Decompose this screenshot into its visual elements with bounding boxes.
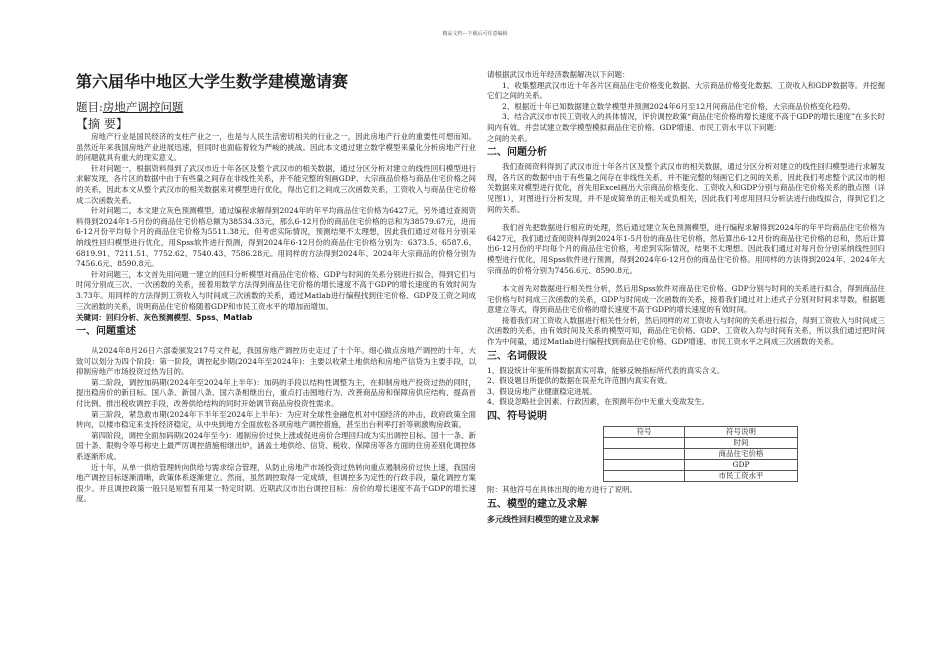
section-5-heading: 五、模型的建立及求解 xyxy=(487,498,587,510)
section-5-subheading: 多元线性回归模型的建立及求解 xyxy=(487,514,599,524)
table-row xyxy=(604,438,798,449)
question-item: 2、根据近十年已知数据建立数学模型并预测2024年6月至12月间商品住宅价格，大宗商品价格变化趋势。 xyxy=(502,101,856,111)
assumption-item: 3、假设房地产业健康稳定进展。 xyxy=(487,386,597,396)
table-row xyxy=(604,460,798,471)
section-2-paragraph: 接着我们对工资收入数据进行相关性分析，然后同样的对工资收入与时间的关系进行拟合，得到工资收入与时间成三次函数的关系，由有效时间及关系的模型可知，商品住宅价格、GDP、工资收入均与时间有关系，所以我们通过把时间作为中间量，通过Matlab进行编程找到商品住宅价格、GDP增速、市民工资水平之间成三次函数的关系。 xyxy=(487,315,885,347)
section-2-paragraph: 我们首先把数据进行相应的处理，然后通过建立灰色预测模型，进行编程求解得到2024年的年平均商品住宅价格为6427元，我们通过查阅资料得到2024年1-5月份的商品住宅价格，然后算出6-12月份的商品住宅价格的总和，然后计算出6-12月份的平均每个月的商品住宅价格，考虑到实际情况，结果不太理想。因此我们通过对每月份分别采纳线性回归模型进行优化，用Spss软件进行预测，得到2024年6-12月份的商品住宅价格。用同样的方法得到2024年、2024年大宗商品的价格分别为7456.6元、8590.8元。 xyxy=(487,223,885,275)
section-2-heading: 二、问题分析 xyxy=(487,147,547,159)
question-item: 3、结合武汉市市民工资收入的具体情况，评价调控政策“商品住宅价格的增长速度不高于GDP的增长速度”在多长时间内有效。并尝试建立数学模型模拟商品住宅价格、GDP增速、市民工资水平以下问题： xyxy=(487,112,885,132)
section-1-paragraph: 第二阶段，调控加码期(2024年至2024年上半年)：加码的手段以结构性调整为主，在抑制房地产投资过热的同时，提出稳房价的新目标。国八条、新国八条、国六条相继出台，重点打击囤地行为、改善商品房和保障房供应结构、提高首付比例、推出税收调控手段，改善供给结构的同时开始调节商品房投资性需求。 xyxy=(76,377,476,409)
paper-title: 第六届华中地区大学生数学建模邀请赛 xyxy=(76,72,349,91)
table-row xyxy=(604,471,798,482)
table-row xyxy=(604,449,798,460)
topic-name: 房地产调控问题 xyxy=(102,100,184,114)
table-cell-symbol xyxy=(604,449,685,460)
section-1-paragraph: 从2024年8月26日六部委颁发217号文件起，我国房地产调控历史走过了十个年。细心做点房地产调控的十年，大致可以划分为四个阶段：第一阶段，调控起步期(2024年至2024年)：主要以收紧土地供给和房地产信贷为主要手段，以抑制房地产市场投资过热为目的。 xyxy=(76,346,476,377)
abstract-paragraph: 针对问题一，根据资料得到了武汉市近十年各区及整个武汉市的相关数据，通过分区分析对建立的线性回归模型进行求解发现，各片区的数据中由于有些量之间存在非线性关系，并不能完整的刻画GDP、大宗商品价格与商品住宅价格之间的关系，因此本文从整个武汉市的相关数据来对模型进行优化，得出它们之间成三次函数关系，工资收入与商品住宅价格成二次函数关系。 xyxy=(76,163,476,205)
section-2-paragraph: 我们查阅资料得到了武汉市近十年各片区及整个武汉市的相关数据，通过分区分析对建立的线性回归模型进行求解发现，各片区的数据中由于有些量之间存在非线性关系，并不能完整的刻画它们之间的关系，因此我们考虑整个武汉市的相关数据来对模型进行优化，首先用Excel画出大宗商品价格变化、工资收入和GDP分别与商品住宅价格关系的散点图（详见图1），对图进行分析发现，并不是成简单的正相关或负相关，因此我们考虑用回归分析法进行曲线拟合，得到它们之间的关系。 xyxy=(487,162,885,214)
assumption-item: 1、假设统计年鉴所得数据真实可靠，能够反映指标所代表的真实含义。 xyxy=(487,365,725,375)
section-1-heading: 一、问题重述 xyxy=(76,326,136,338)
section-1-paragraph: 第四阶段，调控全面加码期(2024年至今)：遏制房价过快上涨或促进房价合理回归成为实出调控目标。国十一条、新国十条、限购令等号称史上最严厉调控措施相继出炉，涵盖土地供给、信贷、税收、保障房等各方面的住房差别化调控体系逐渐形成。 xyxy=(76,430,476,462)
topic-line xyxy=(76,100,476,115)
right-column xyxy=(487,70,885,525)
abstract-heading: 【摘 要】 xyxy=(76,117,128,131)
header-note: 精品文档---下载后可任意编辑 xyxy=(442,31,508,37)
table-cell-description: 时间 xyxy=(685,438,798,449)
table-header-cell: 符号说明 xyxy=(685,427,798,438)
table-header-row xyxy=(604,427,798,438)
abstract-paragraph: 针对问题三，本文首先用问题一建立的回归分析模型对商品住宅价格、GDP与时间的关系分别进行拟合，得到它们与时间分别成三次、一次函数的关系，接着用数学方法得到商品住宅价格的增长速度不高于GDP的增长速度的有效时间为3.73年。用同样的方法得到工资收入与时间成三次函数的关系，通过Matlab进行编程找到住宅价格、GDP及工资之间成三次函数的关系，说明商品住宅价格随着GDP和市民工资水平的增加而增加。 xyxy=(76,269,476,311)
section-2-paragraph: 本文首先对数据进行相关性分析，然后用Spss软件对商品住宅价格、GDP分别与时间的关系进行拟合，得到商品住宅价格与时间成三次函数的关系，GDP与时间成一次函数的关系，接着我们通过对上述式子分别对时间求导数，根据题意建立等式，得到商品住宅价格的增长速度不高于GDP的增长速度的有效时间。 xyxy=(487,284,885,315)
questions-intro: 请根据武汉市近年经济数据解决以下问题： xyxy=(487,70,630,79)
section-1-paragraph: 近十年，从单一供给管理转向供给与需求综合管理，从防止房地产市场投资过热转向重点遏制房价过快上速，我国房地产调控目标逐渐清晰，政策体系逐渐建立。然而，虽然调控取得一定成绩，但调控多为定性的行政手段，量化调控方案很少。并且调控政策一般只是短暂有用某一特定时期。近期武汉市出台调控目标：房价的增长速度不高于GDP的增长速度。 xyxy=(76,462,476,504)
left-column xyxy=(76,72,476,505)
assumption-item: 4、假设忽略社会因素、行政因素，在预测年份中无重大变故发生。 xyxy=(487,397,710,407)
section-1-paragraph: 第三阶段，紧急救市期(2024年下半年至2024年上半年)：为应对全球性金融危机对中国经济的冲击，政府政策全面转向，以楼市稳定来支持经济稳定，从中央到地方全面放松各项房地产调控措施，甚至出台利率打折等刺激购房政策。 xyxy=(76,409,476,430)
question-item: 1、收集整理武汉市近十年各片区商品住宅价格变化数据、大宗商品价格变化数据、工资收入和GDP数据等。并挖掘它们之间的关系。 xyxy=(487,80,885,101)
assumption-item: 2、假设题目所提供的数据在误差允许范围内真实有效。 xyxy=(487,376,672,386)
question-item: 之间的关系。 xyxy=(487,133,532,143)
keywords: 关键词：回归分析、灰色预测模型、Spss、Matlab xyxy=(76,313,253,323)
table-header-cell: 符号 xyxy=(604,427,685,438)
topic-label: 题目: xyxy=(76,100,103,114)
section-4-heading: 四、符号说明 xyxy=(487,411,547,423)
table-cell-description: GDP xyxy=(685,460,798,471)
table-cell-description: 商品住宅价格 xyxy=(685,449,798,460)
symbol-table xyxy=(603,426,798,482)
table-note: 附：其他符号在具体出现的地方进行了说明。 xyxy=(487,485,637,495)
table-cell-description: 市民工资水平 xyxy=(685,471,798,482)
section-3-heading: 三、名词假设 xyxy=(487,350,547,362)
abstract-paragraph: 针对问题二，本文建立灰色预测模型，通过编程求解得到2024年的年平均商品住宅价格为6427元，另外通过查阅资料得到2024年1-5月份的商品住宅价格总额为38534.33元，那么6-12月份的商品住宅价格的总和为38579.67元，进而6-12月份平均每个月的商品住宅价格为5511.38元。但考虑实际情况，预测结果不太理想，因此我们通过对每月分别采纳线性回归模型进行优化，用Spss软件进行预测，得到2024年6-12月份的商品住宅价格分别为：6373.5、6587.6、6819.91、7211.51、7752.62、7540.43、7586.28元。用同样的方法得到2024年、2024年大宗商品的价格分别为7456.6元、8590.8元。 xyxy=(76,206,476,269)
table-cell-symbol xyxy=(604,471,685,482)
table-cell-symbol xyxy=(604,438,685,449)
abstract-paragraph: 房地产行业是国民经济的支柱产业之一，也是与人民生活密切相关的行业之一，因此房地产行业的重要性可想而知。虽然近年来我国房地产业进展迅速，但同时也面临着较为严峻的挑战。因此本文通过建立数学模型来量化分析房地产行业的问题就具有重大的现实意义。 xyxy=(76,132,476,163)
table-cell-symbol xyxy=(604,460,685,471)
